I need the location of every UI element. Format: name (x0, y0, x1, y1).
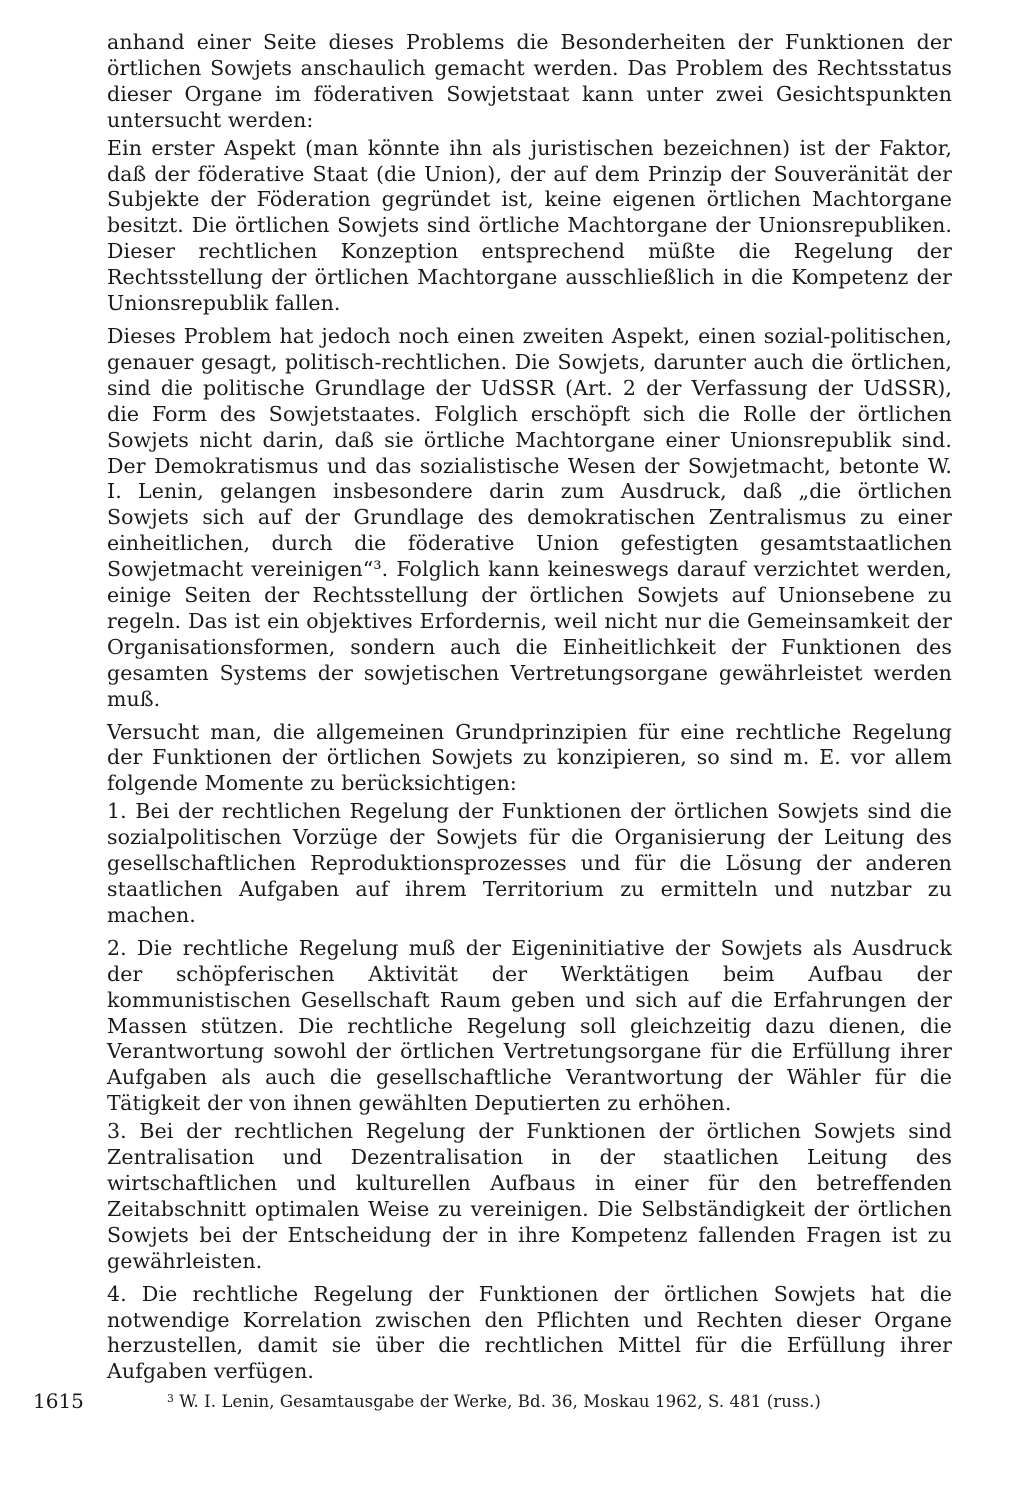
paragraph-first-aspect: Ein erster Aspekt (man könnte ihn als juristischen bezeichnen) ist der Faktor, daß der föderative Staat (die Union), der auf dem Prinzip der Souveränität der Subjekte der Föderation gegründet ist, keine eigenen örtlichen Machtorgane besitzt. Die örtlichen Sowjets sind örtliche Machtorgane der Unionsrepubliken. Dieser rechtlichen Konzeption entsprechend müßte die Regelung der Rechtsstellung der örtlichen Machtorgane ausschließlich in die Kompetenz der Unionsrepublik fallen. (107, 135, 952, 316)
body-text (107, 30, 952, 1385)
paragraph-principles-intro: Versucht man, die allgemeinen Grundprinzipien für eine rechtliche Regelung der Funktionen der örtlichen Sowjets zu konzipieren, so sind m. E. vor allem folgende Momente zu berücksichtigen: (107, 719, 952, 796)
paragraph-point-2: 2. Die rechtliche Regelung muß der Eigeninitiative der Sowjets als Ausdruck der schöpferischen Aktivität der Werktätigen beim Aufbau der kommunistischen Gesellschaft Raum geben und sich auf die Erfahrungen der Massen stützen. Die rechtliche Regelung soll gleichzeitig dazu dienen, die Verantwortung sowohl der örtlichen Vertretungsorgane für die Erfüllung ihrer Aufgaben als auch die gesellschaftliche Verantwortung der Wähler für die Tätigkeit der von ihnen gewählten Deputierten zu erhöhen. (107, 935, 952, 1116)
paragraph-point-1: 1. Bei der rechtlichen Regelung der Funktionen der örtlichen Sowjets sind die sozialpolitischen Vorzüge der Sowjets für die Organisierung der Leitung des gesellschaftlichen Reproduktionsprozesses und für die Lösung der anderen staatlichen Aufgaben auf ihrem Territorium zu ermitteln und nutzbar zu machen. (107, 799, 952, 927)
footnote-marker: 3 (167, 1392, 174, 1406)
footnote (167, 1390, 927, 1414)
paragraph-intro: anhand einer Seite dieses Problems die Besonderheiten der Funktionen der örtlichen Sowjets anschaulich gemacht werden. Das Problem des Rechtsstatus dieser Organe im föderativen Sowjetstaat kann unter zwei Gesichtspunkten untersucht werden: (107, 30, 952, 132)
footnote-text: W. I. Lenin, Gesamtausgabe der Werke, Bd. 36, Moskau 1962, S. 481 (russ.) (179, 1392, 821, 1411)
paragraph-point-4: 4. Die rechtliche Regelung der Funktionen der örtlichen Sowjets hat die notwendige Korrelation zwischen den Pflichten und Rechten dieser Organe herzustellen, damit sie über die rechtlichen Mittel für die Erfüllung ihrer Aufgaben verfügen. (107, 1281, 952, 1384)
page-footer (0, 1388, 1024, 1418)
paragraph-second-aspect: Dieses Problem hat jedoch noch einen zweiten Aspekt, einen sozial-politischen, genauer gesagt, politisch-rechtlichen. Die Sowjets, darunter auch die örtlichen, sind die politische Grundlage der UdSSR (Art. 2 der Verfassung der UdSSR), die Form des Sowjetstaates. Folglich erschöpft sich die Rolle der örtlichen Sowjets nicht darin, daß sie örtliche Machtorgane einer Unionsrepublik sind. Der Demokratismus und das sozialistische Wesen der Sowjetmacht, betonte W. I. Lenin, gelangen insbesondere darin zum Ausdruck, daß „die örtlichen Sowjets sich auf der Grundlage des demokratischen Zentralismus zu einer einheitlichen, durch die föderative Union gefestigten gesamtstaatlichen Sowjetmacht vereinigen“³. Folglich kann keineswegs darauf verzichtet werden, einige Seiten der Rechtsstellung der örtlichen Sowjets auf Unionsebene zu regeln. Das ist ein objektives Erfordernis, weil nicht nur die Gemeinsamkeit der Organisationsformen, sondern auch die Einheitlichkeit der Funktionen des gesamten Systems der sowjetischen Vertretungsorgane gewährleistet werden muß. (107, 323, 952, 711)
page-number: 1615 (33, 1389, 84, 1413)
paragraph-point-3: 3. Bei der rechtlichen Regelung der Funktionen der örtlichen Sowjets sind Zentralisation und Dezentralisation in der staatlichen Leitung des wirtschaftlichen und kulturellen Aufbaus in einer für den betreffenden Zeitabschnitt optimalen Weise zu vereinigen. Die Selbständigkeit der örtlichen Sowjets bei der Entscheidung der in ihre Kompetenz fallenden Fragen ist zu gewährleisten. (107, 1119, 952, 1273)
